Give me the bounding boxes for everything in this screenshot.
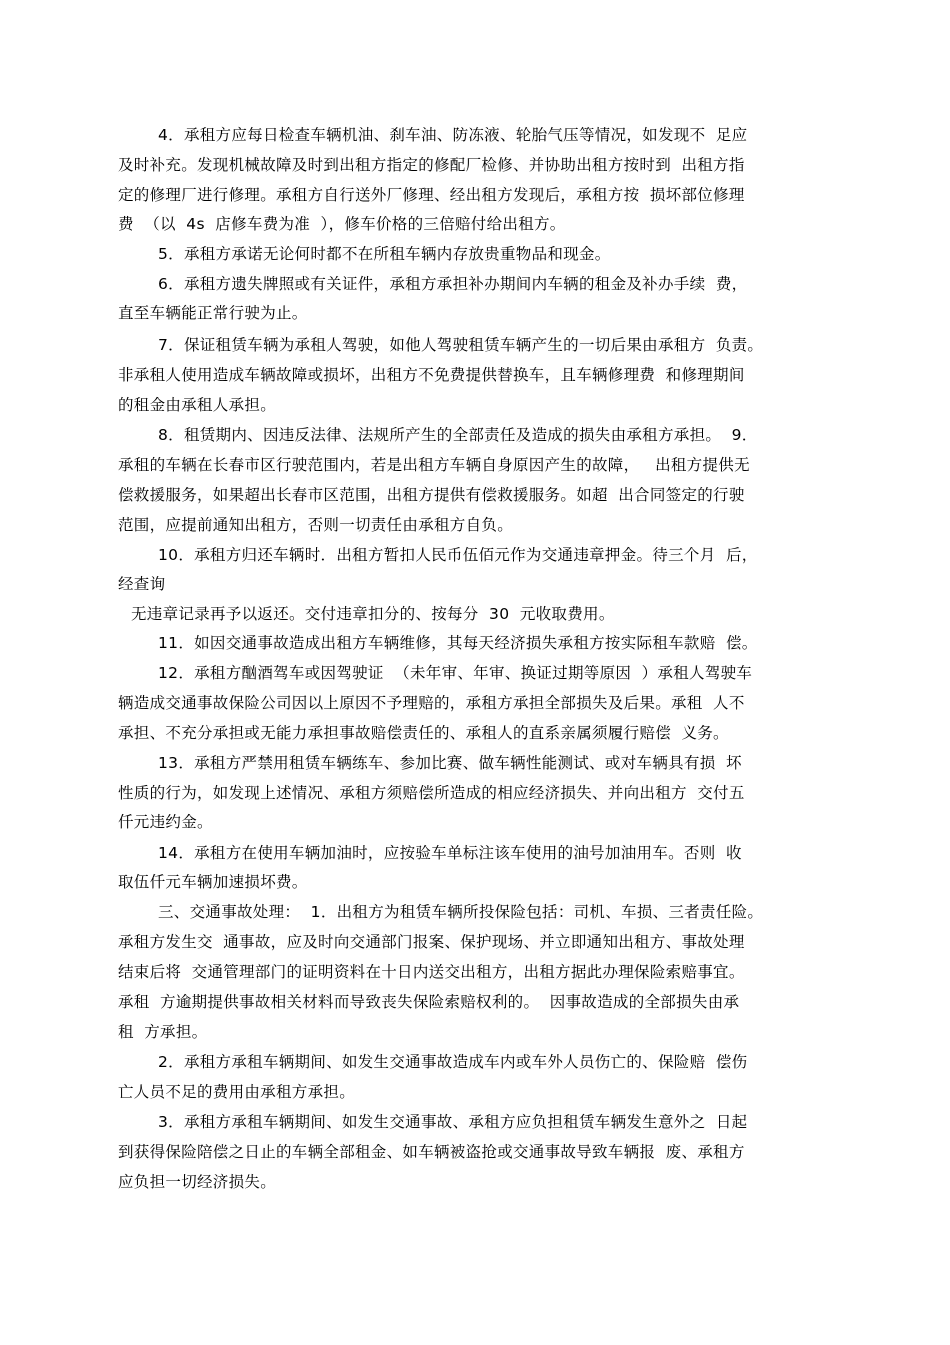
text-line: 13．承租方严禁用租赁车辆练车、参加比赛、做车辆性能测试、或对车辆具有损 坏 xyxy=(158,754,742,772)
text-line: 无违章记录再予以返还。交付违章扣分的、按每分 30 元收取费用。 xyxy=(131,605,615,623)
text-line: 经查询 xyxy=(118,575,166,593)
text-line: 8．租赁期内、因违反法律、法规所产生的全部责任及造成的损失由承租方承担。 9． xyxy=(158,426,758,444)
text-line: 费 （以 4s 店修车费为准 ），修车价格的三倍赔付给出租方。 xyxy=(118,215,566,233)
text-line: 范围，应提前通知出租方，否则一切责任由承租方自负。 xyxy=(118,516,514,534)
text-line: 到获得保险陪偿之日止的车辆全部租金、如车辆被盗抢或交通事故导致车辆报 废、承租方 xyxy=(118,1143,745,1161)
text-line: 亡人员不足的费用由承租方承担。 xyxy=(118,1083,356,1101)
text-line: 承租 方逾期提供事故相关材料而导致丧失保险索赔权利的。 因事故造成的全部损失由承 xyxy=(118,993,740,1011)
text-line: 4．承租方应每日检查车辆机油、刹车油、防冻液、轮胎气压等情况，如发现不 足应 xyxy=(158,126,748,144)
text-line: 租 方承担。 xyxy=(118,1023,208,1041)
text-line: 的租金由承租人承担。 xyxy=(118,396,277,414)
text-line: 承担、不充分承担或无能力承担事故赔偿责任的、承租人的直系亲属须履行赔偿 义务。 xyxy=(118,724,729,742)
text-line: 承租方发生交 通事故，应及时向交通部门报案、保护现场、并立即通知出租方、事故处理 xyxy=(118,933,745,951)
text-line: 3．承租方承租车辆期间、如发生交通事故、承租方应负担租赁车辆发生意外之 日起 xyxy=(158,1113,748,1131)
text-line: 非承租人使用造成车辆故障或损坏，出租方不免费提供替换车，且车辆修理费 和修理期间 xyxy=(118,366,745,384)
text-line: 应负担一切经济损失。 xyxy=(118,1173,277,1191)
text-line: 定的修理厂进行修理。承租方自行送外厂修理、经出租方发现后，承租方按 损坏部位修理 xyxy=(118,186,745,204)
text-line: 14．承租方在使用车辆加油时，应按验车单标注该车使用的油号加油用车。否则 收 xyxy=(158,844,742,862)
text-line: 11．如因交通事故造成出租方车辆维修，其每天经济损失承租方按实际租车款赔 偿。 xyxy=(158,634,758,652)
text-line: 承租的车辆在长春市区行驶范围内，若是出租方车辆自身原因产生的故障， 出租方提供无 xyxy=(118,456,750,474)
text-line: 性质的行为，如发现上述情况、承租方须赔偿所造成的相应经济损失、并向出租方 交付五 xyxy=(118,784,745,802)
text-line: 三、交通事故处理： 1．出租方为租赁车辆所投保险包括：司机、车损、三者责任险。 xyxy=(158,903,764,921)
text-line: 结束后将 交通管理部门的证明资料在十日内送交出租方，出租方据此办理保险索赔事宜。 xyxy=(118,963,745,981)
text-line: 直至车辆能正常行驶为止。 xyxy=(118,304,308,322)
text-line: 6．承租方遗失牌照或有关证件，承租方承担补办期间内车辆的租金及补办手续 费， xyxy=(158,275,748,293)
text-line: 及时补充。发现机械故障及时到出租方指定的修配厂检修、并协助出租方按时到 出租方指 xyxy=(118,156,745,174)
text-line: 5．承租方承诺无论何时都不在所租车辆内存放贵重物品和现金。 xyxy=(158,245,611,263)
text-line: 取伍仟元车辆加速损坏费。 xyxy=(118,873,308,891)
text-line: 2．承租方承租车辆期间、如发生交通事故造成车内或车外人员伤亡的、保险赔 偿伤 xyxy=(158,1053,748,1071)
text-line: 10．承租方归还车辆时．出租方暂扣人民币伍佰元作为交通违章押金。待三个月 后， xyxy=(158,546,758,564)
text-line: 辆造成交通事故保险公司因以上原因不予理赔的，承租方承担全部损失及后果。承租 人不 xyxy=(118,694,745,712)
text-line: 7．保证租赁车辆为承租人驾驶，如他人驾驶租赁车辆产生的一切后果由承租方 负责。 xyxy=(158,336,764,354)
text-line: 12．承租方酗酒驾车或因驾驶证 （未年审、年审、换证过期等原因 ）承租人驾驶车 xyxy=(158,664,753,682)
text-line: 偿救援服务，如果超出长春市区范围，出租方提供有偿救援服务。如超 出合同签定的行驶 xyxy=(118,486,745,504)
text-line: 仟元违约金。 xyxy=(118,813,213,831)
